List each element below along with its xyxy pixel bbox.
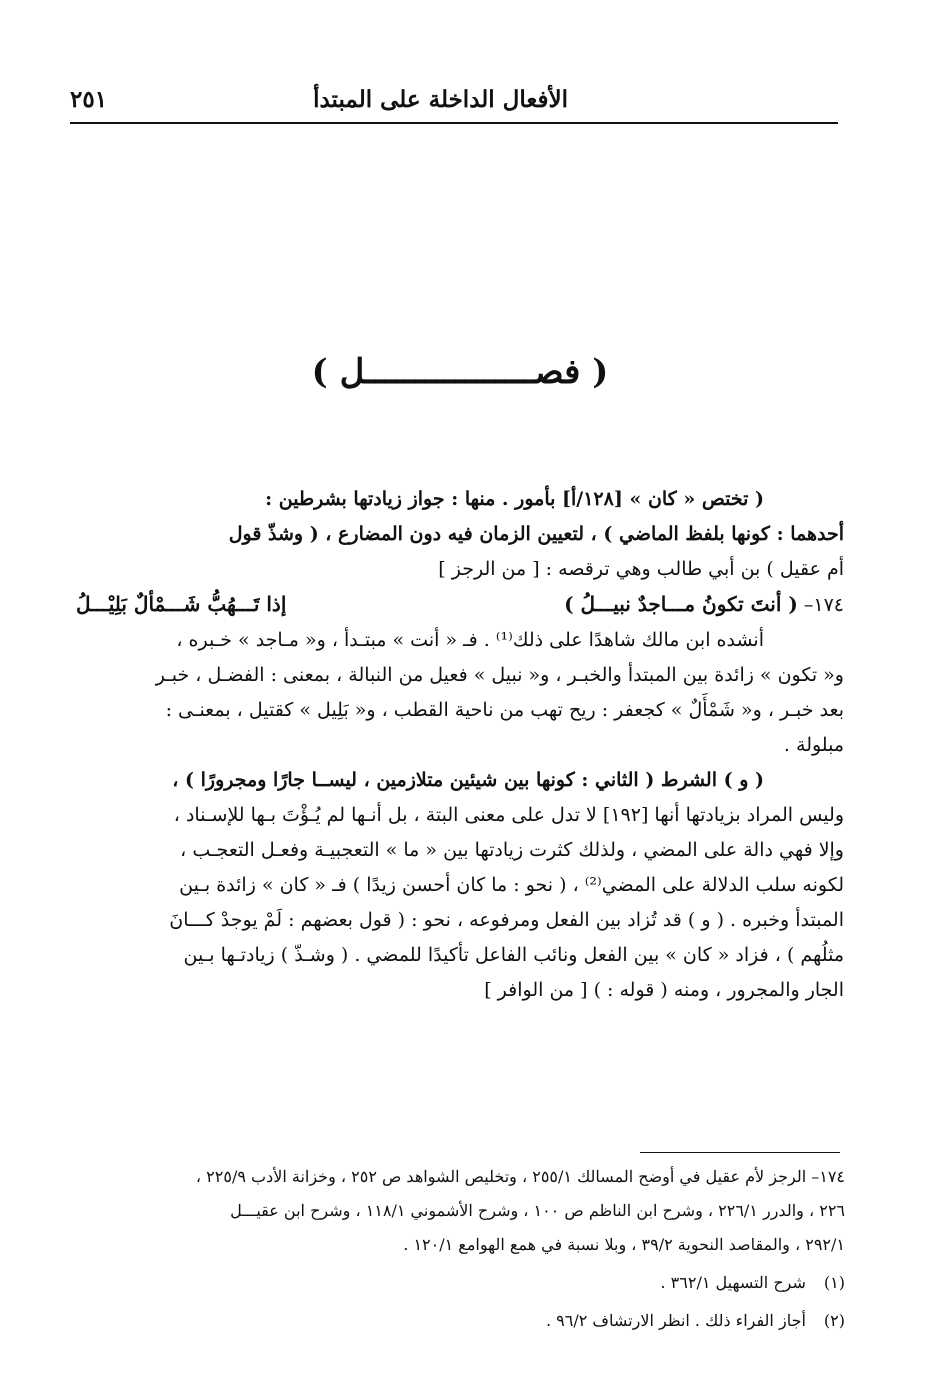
footnote-line: ١٧٤– الرجز لأم عقيل في أوضح المسالك ٢٥٥/١ ، وتخليص الشواهد ص ٢٥٢ ، وخزانة الأدب ٢٢٥/٩ ، xyxy=(195,1167,845,1186)
footnote-text: أجاز الفراء ذلك . انظر الارتشاف ٩٦/٢ . xyxy=(545,1311,806,1330)
text-line: مبلولة . xyxy=(783,734,844,756)
text-line: مثلُهم ) ، فزاد « كان » بين الفعل ونائب الفاعل تأكيدًا للمضي . ( وشـذّ ) زيادتـها بـين xyxy=(183,944,844,966)
section-heading: ( فصـــــــــــــــــل ) xyxy=(311,352,609,392)
text-line: ( تختص « كان » [١٢٨/أ] بأمور . منها : جواز زيادتها بشرطين : xyxy=(265,488,764,510)
footnote-line: ٢٢٦ ، والدرر ٢٢٦/١ ، وشرح ابن الناظم ص ١٠٠ ، وشرح الأشموني ١١٨/١ ، وشرح ابن عقيـــل xyxy=(230,1201,845,1220)
text-line: أم عقيل ) بن أبي طالب وهي ترقصه : [ من الرجز ] xyxy=(438,558,844,580)
page-number: ٢٥١ xyxy=(70,86,108,113)
text-line: المبتدأ وخبره . ( و ) قد تُزاد بين الفعل ومرفوعه ، نحو : ( قول بعضهم : لَمْ يوجدْ كـــانَ xyxy=(169,909,844,931)
footnote-separator xyxy=(640,1152,840,1153)
text-line: لكونه سلب الدلالة على المضي⁽²⁾ ، ( نحو : ما كان أحسن زيدًا ) فـ « كان » زائدة بـين xyxy=(179,874,844,896)
text-line: وإلا فهي دالة على المضي ، ولذلك كثرت زيادتها بين « ما » التعجبيـة وفعـل التعجـب ، xyxy=(180,839,844,861)
footnote-number: (٢) xyxy=(823,1311,845,1330)
running-header xyxy=(70,82,838,124)
footnotes xyxy=(70,1160,845,1338)
footnote-number: (١) xyxy=(823,1273,845,1292)
text-line: و« تكون » زائدة بين المبتدأ والخبـر ، و« نبيل » فعيل من النبالة ، بمعنى : الفضـل ، خبـر xyxy=(155,664,844,686)
text-line: أحدهما : كونها بلفظ الماضي ) ، لتعيين الزمان فيه دون المضارع ، ( وشذّ قول xyxy=(228,523,844,545)
footnote-2 xyxy=(70,1304,845,1338)
footnote-line: ٢٩٢/١ ، والمقاصد النحوية ٣٩/٢ ، وبلا نسبة في همع الهوامع ١٢٠/١ . xyxy=(403,1235,845,1254)
footnote-1 xyxy=(70,1266,845,1300)
main-text xyxy=(76,482,844,1008)
text-line: ( و ) الشرط ( الثاني : كونها بين شيئين متلازمين ، ليســا جارًا ومجرورًا ) ، xyxy=(172,769,764,791)
text-line: بعد خبـر ، و« شَمْأَلٌ » كجعفر : ريح تهب من ناحية القطب ، و« بَلِيل » كقتيل ، بمعنـى : xyxy=(165,699,844,721)
verse-second-hemistich: إذا تَـــهُبُّ شَـــمْألٌ بَلِيْـــلُ xyxy=(76,592,287,616)
footnote-text: شرح التسهيل ٣٦٢/١ . xyxy=(660,1273,806,1292)
verse-first-hemistich: ( أنتَ تكونُ مـــاجدٌ نبيـــلُ ) xyxy=(564,592,798,616)
text-line: الجار والمجرور ، ومنه ( قوله : ) [ من الوافر ] xyxy=(484,979,844,1001)
poem-verse xyxy=(76,587,844,623)
verse-number: ١٧٤– xyxy=(803,594,844,616)
text-line: أنشده ابن مالك شاهدًا على ذلك⁽¹⁾ . فـ « أنت » مبتـدأ ، و« مـاجد » خـبره ، xyxy=(176,629,764,651)
chapter-title: الأفعال الداخلة على المبتدأ xyxy=(313,86,568,113)
text-line: وليس المراد بزيادتها أنها [١٩٢] لا تدل على معنى البتة ، بل أنـها لم يُـؤْتَ بـها للإسـناد ، xyxy=(173,804,844,826)
